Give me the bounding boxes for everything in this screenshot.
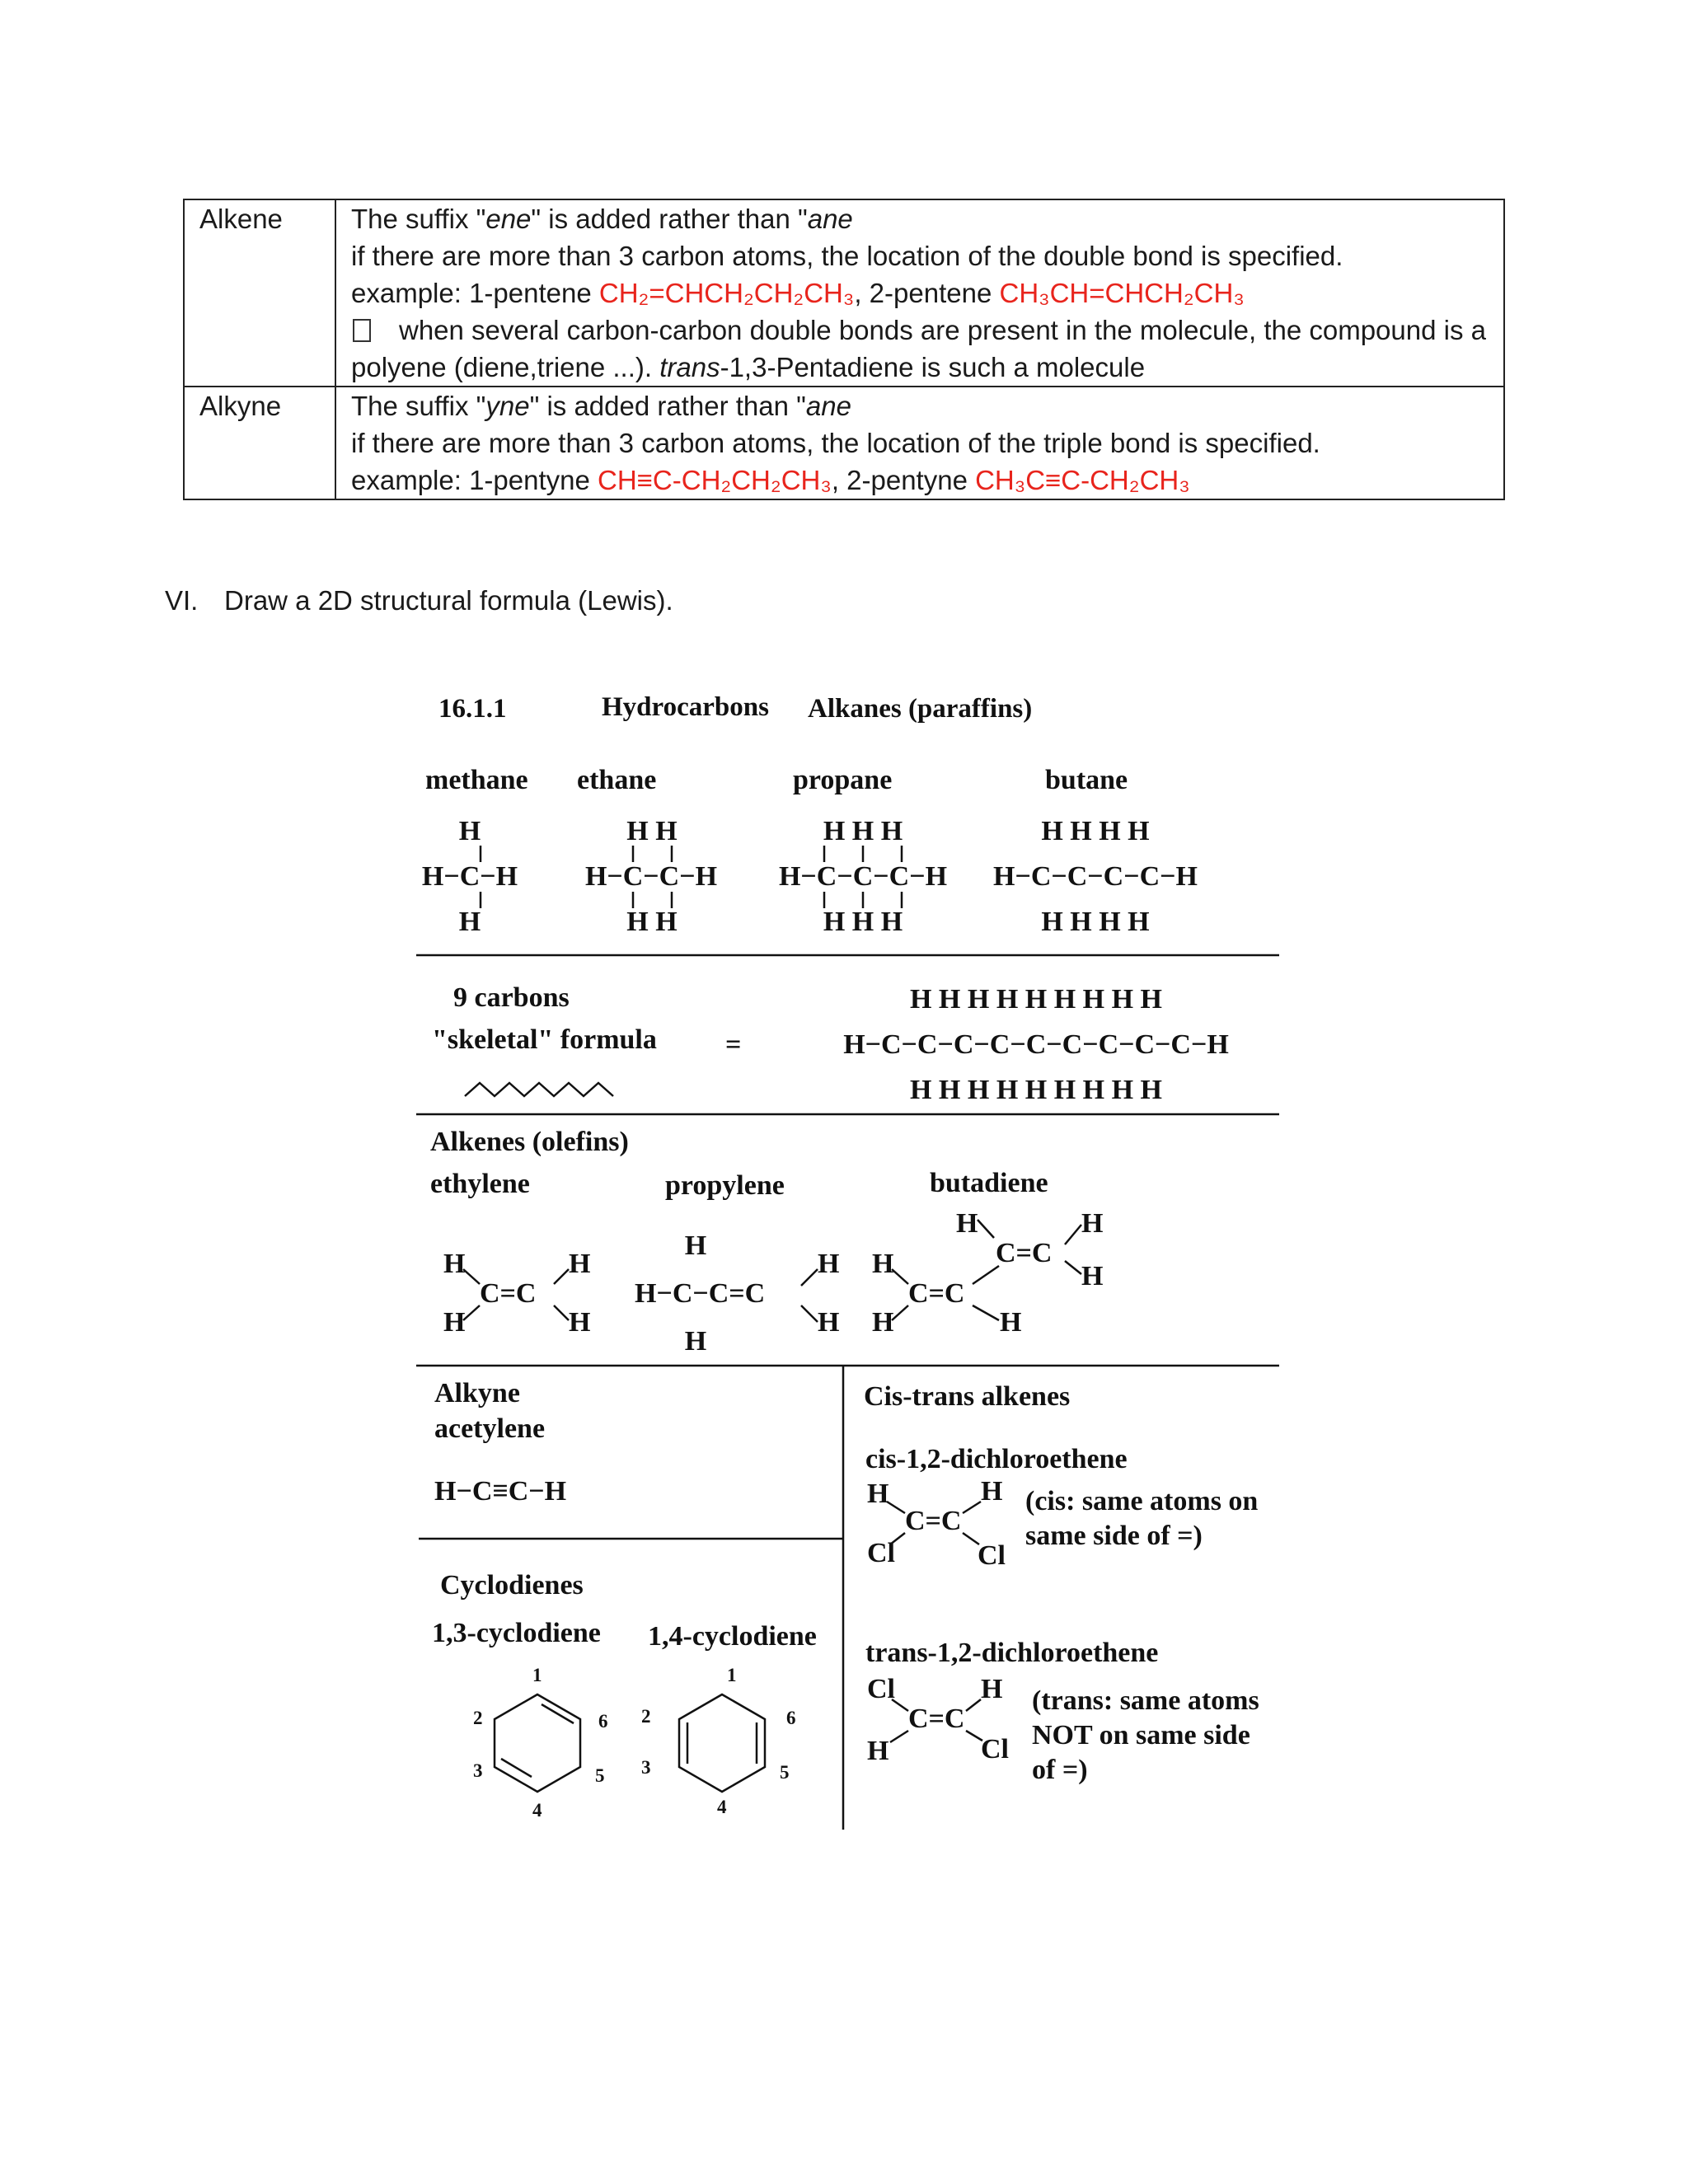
svg-text:C=C: C=C xyxy=(908,1278,965,1309)
cis-note: same side of =) xyxy=(1025,1521,1203,1551)
svg-text:H: H xyxy=(956,1208,978,1239)
alkyne-label: Alkyne xyxy=(184,387,335,499)
svg-text:H−C−C−H: H−C−C−H xyxy=(584,861,718,892)
cistrans-title: Cis-trans alkenes xyxy=(864,1381,1071,1412)
svg-text:H: H xyxy=(867,1736,889,1766)
svg-text:H: H xyxy=(684,1230,707,1261)
pentene-formula-2: CH₃CH=CHCH₂CH₃ xyxy=(999,278,1245,308)
alkene-definition: The suffix "ene" is added rather than "ane if there are more than 3 carbon atoms, the location of the double bond is specified. example: 1-pentene CH₂=CHCH₂CH₂CH₃, 2-pentene CH₃CH=CHCH₂CH₃ when several carbon-carbon double bonds are present in the molecule, the compound is a polyene (diene,triene ...). trans-1,3-Pentadiene is such a molecule xyxy=(335,199,1504,387)
svg-text:H: H xyxy=(443,1307,466,1338)
svg-text:4: 4 xyxy=(532,1800,542,1821)
svg-text:H H: H H xyxy=(626,907,678,937)
svg-text:1: 1 xyxy=(727,1665,737,1685)
cyclodienes-title: Cyclodienes xyxy=(440,1570,584,1601)
trans-note: of =) xyxy=(1032,1755,1088,1785)
svg-text:Cl: Cl xyxy=(867,1538,895,1568)
pentyne-formula-1: CH≡C-CH₂CH₂CH₃ xyxy=(598,465,832,495)
acetylene-formula: H−C≡C−H xyxy=(434,1476,567,1507)
svg-text:2: 2 xyxy=(641,1706,651,1727)
trans-note: (trans: same atoms xyxy=(1032,1685,1259,1716)
cyclodiene-name: 1,4-cyclodiene xyxy=(648,1621,817,1652)
alkenes-title: Alkenes (olefins) xyxy=(430,1127,629,1157)
svg-text:Cl: Cl xyxy=(978,1540,1006,1571)
cis-note: (cis: same atoms on xyxy=(1025,1486,1259,1516)
hydrocarbon-figure xyxy=(412,684,1302,1838)
svg-text:H−C−H: H−C−H xyxy=(421,861,518,892)
svg-text:3: 3 xyxy=(641,1757,651,1778)
svg-text:H: H xyxy=(867,1479,889,1509)
definition-table xyxy=(183,199,1505,500)
svg-text:C=C: C=C xyxy=(480,1278,537,1309)
alkane-name: ethane xyxy=(577,765,657,795)
alkene-name: butadiene xyxy=(930,1168,1048,1198)
cyclodiene-name: 1,3-cyclodiene xyxy=(432,1618,601,1648)
svg-text:C=C: C=C xyxy=(908,1704,965,1734)
svg-text:H: H xyxy=(458,816,481,846)
skeletal-zigzag xyxy=(465,1083,613,1096)
nine-carbons-label: 9 carbons xyxy=(453,982,570,1013)
trans-note: NOT on same side xyxy=(1032,1720,1250,1750)
svg-text:H: H xyxy=(569,1249,591,1279)
svg-text:4: 4 xyxy=(717,1797,727,1817)
svg-text:H: H xyxy=(1081,1208,1104,1239)
svg-text:H−C−C−C−C−C−C−C−C−C−H: H−C−C−C−C−C−C−C−C−C−H xyxy=(843,1029,1229,1060)
svg-text:H: H xyxy=(1081,1261,1104,1291)
svg-text:5: 5 xyxy=(780,1762,790,1783)
svg-text:H: H xyxy=(818,1249,840,1279)
alkane-name: methane xyxy=(425,765,528,795)
alkene-name: ethylene xyxy=(430,1169,530,1199)
svg-text:H H H H: H H H H xyxy=(1041,816,1150,846)
trans-structure xyxy=(867,1674,1009,1766)
svg-text:C=C: C=C xyxy=(905,1506,962,1536)
alkyne-title: Alkyne xyxy=(434,1378,520,1408)
svg-text:H H: H H xyxy=(626,816,678,846)
svg-text:6: 6 xyxy=(786,1708,796,1728)
svg-text:H: H xyxy=(981,1476,1003,1507)
ethane-structure xyxy=(585,816,717,937)
svg-text:C=C: C=C xyxy=(996,1238,1053,1268)
alkane-name: butane xyxy=(1045,765,1128,795)
cyclodiene-14-ring xyxy=(641,1665,796,1817)
methane-structure xyxy=(422,816,518,937)
equals-sign: = xyxy=(725,1029,742,1060)
alkyne-definition: The suffix "yne" is added rather than "ane if there are more than 3 carbon atoms, the location of the triple bond is specified. example: 1-pentyne CH≡C-CH₂CH₂CH₃, 2-pentyne CH₃C≡C-CH₂CH₃ xyxy=(335,387,1504,499)
skeletal-label: "skeletal" formula xyxy=(432,1024,657,1055)
svg-text:H H H H H H H H H: H H H H H H H H H xyxy=(909,1075,1163,1105)
alkane-name: propane xyxy=(793,765,893,795)
svg-text:Cl: Cl xyxy=(981,1734,1009,1765)
svg-text:H: H xyxy=(872,1249,894,1279)
svg-text:3: 3 xyxy=(473,1760,483,1781)
svg-text:H: H xyxy=(872,1307,894,1338)
svg-text:H−C−C−C−C−H: H−C−C−C−C−H xyxy=(993,861,1198,892)
svg-text:H H H H: H H H H xyxy=(1041,907,1150,937)
nonane-structure xyxy=(843,984,1229,1105)
figure-subtitle: Alkanes (paraffins) xyxy=(808,694,1033,724)
svg-text:H: H xyxy=(981,1674,1003,1704)
pentene-formula-1: CH₂=CHCH₂CH₂CH₃ xyxy=(598,278,855,308)
propylene-structure xyxy=(635,1230,839,1357)
svg-text:H: H xyxy=(569,1307,591,1338)
ethylene-structure xyxy=(443,1249,590,1338)
alkyne-name: acetylene xyxy=(434,1413,546,1444)
alkene-name: propylene xyxy=(665,1170,785,1201)
butadiene-structure xyxy=(872,1208,1103,1338)
propane-structure xyxy=(779,816,947,937)
svg-text:H: H xyxy=(684,1326,707,1357)
pentyne-formula-2: CH₃C≡C-CH₂CH₃ xyxy=(975,465,1190,495)
svg-text:6: 6 xyxy=(598,1711,608,1732)
section-heading: VI. Draw a 2D structural formula (Lewis). xyxy=(165,585,673,616)
svg-text:Cl: Cl xyxy=(867,1674,895,1704)
cyclodiene-13-ring xyxy=(473,1665,608,1821)
svg-text:5: 5 xyxy=(595,1765,605,1786)
svg-text:H H H: H H H xyxy=(823,816,903,846)
svg-text:H−C−C=C: H−C−C=C xyxy=(635,1278,766,1309)
figure-number: 16.1.1 xyxy=(438,694,507,724)
svg-text:H: H xyxy=(818,1307,840,1338)
svg-text:H: H xyxy=(443,1249,466,1279)
svg-text:H: H xyxy=(458,907,481,937)
table-row xyxy=(184,199,1504,387)
figure-title: Hydrocarbons xyxy=(602,692,769,722)
svg-text:1: 1 xyxy=(532,1665,542,1685)
trans-name: trans-1,2-dichloroethene xyxy=(865,1638,1159,1668)
svg-text:H H H H H H H H H: H H H H H H H H H xyxy=(909,984,1163,1015)
svg-text:H: H xyxy=(1000,1307,1022,1338)
svg-text:H H H: H H H xyxy=(823,907,903,937)
cis-name: cis-1,2-dichloroethene xyxy=(865,1444,1128,1474)
svg-text:2: 2 xyxy=(473,1708,483,1728)
alkene-label: Alkene xyxy=(184,199,335,387)
table-row xyxy=(184,387,1504,499)
butane-structure xyxy=(993,816,1198,937)
missing-glyph-icon xyxy=(353,319,371,342)
svg-text:H−C−C−C−H: H−C−C−C−H xyxy=(778,861,948,892)
cis-structure xyxy=(867,1476,1006,1571)
